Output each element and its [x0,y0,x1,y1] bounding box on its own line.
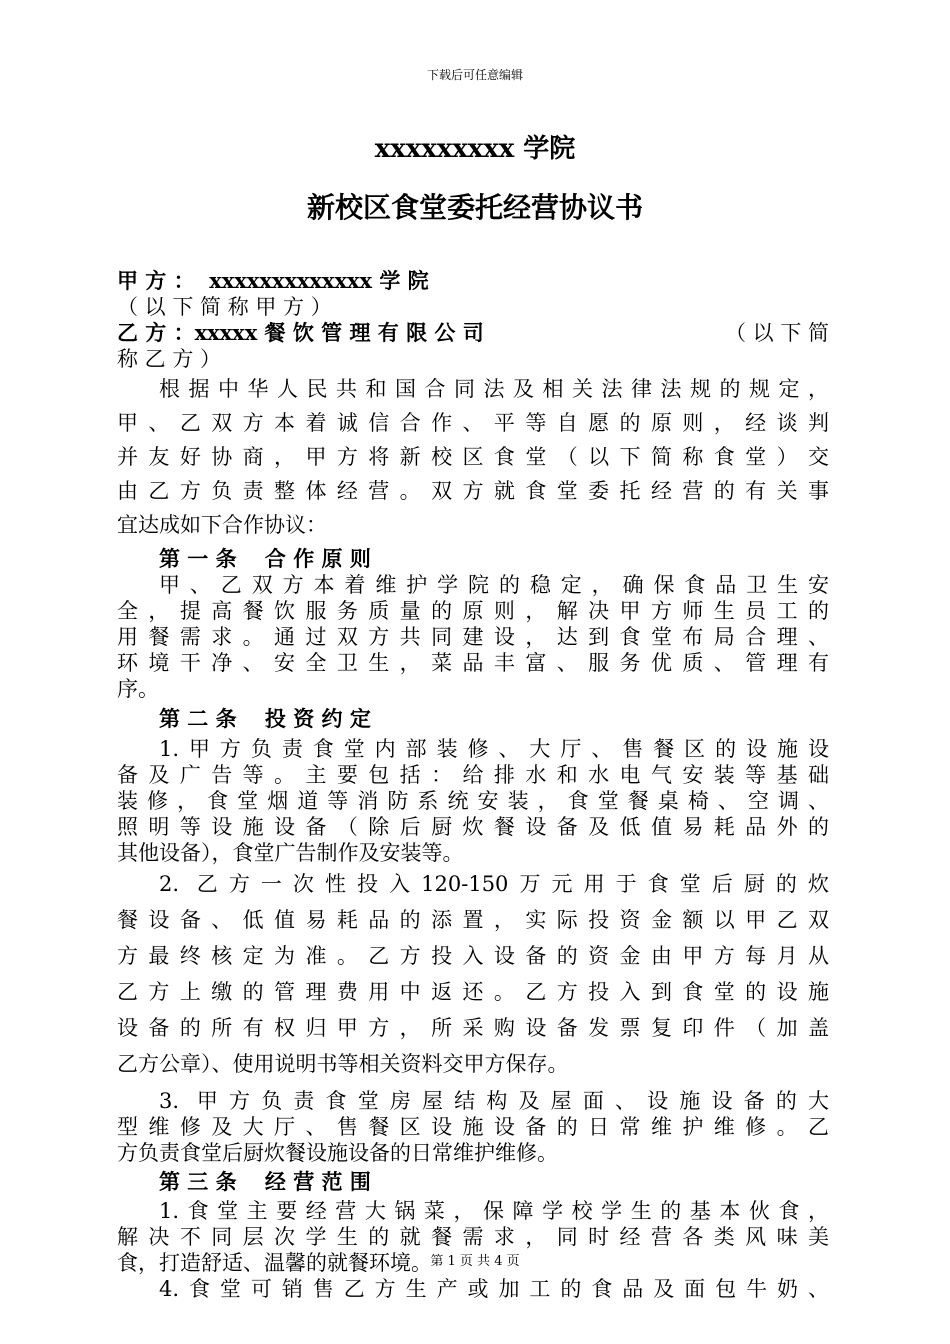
article-2-p2-line: 设备的所有权归甲方，所采购设备发票复印件（加盖 [117,1016,829,1040]
article-3-p2-line: 4.食堂可销售乙方生产或加工的食品及面包牛奶、 [159,1277,829,1301]
page-footer: 第 1 页 共 4 页 [430,1254,520,1269]
article-2-p3-line: 型维修及大厅、售餐区设施设备的日常维护维修。乙 [117,1115,829,1139]
party-b-name: xxxxx 餐 饮 管 理 有 限 公 司 [194,320,484,345]
party-a-name: xxxxxxxxxxxxx 学 院 [209,268,429,293]
article-2-p2-line: 乙方上缴的管理费用中返还。乙方投入到食堂的设施 [117,980,829,1004]
document-body [117,268,829,1302]
party-b-note-b: 称 乙 方 ） [117,347,222,371]
article-2-p2-line: 餐设备、低值易耗品的添置，实际投资金额以甲乙双 [117,908,829,932]
article-2-p2-line: 方最终核定为准。乙方投入设备的资金由甲方每月从 [117,944,829,968]
article-2-p1-line: 其他设备），食堂广告制作及安装等。 [117,841,464,865]
article-1-line: 序。 [117,677,159,701]
preamble-line: 并友好协商，甲方将新校区食堂（以下简称食堂）交 [117,445,829,469]
party-a-label: 甲 方 ： [117,268,195,293]
article-1-line: 全，提高餐饮服务质量的原则，解决甲方师生员工的 [117,599,829,623]
party-b-line [117,320,829,346]
article-2-p3-line: 方负责食堂后厨炊餐设施设备的日常维护维修。 [117,1141,558,1165]
article-2-p1-line: 装修，食堂烟道等消防系统安装，食堂餐桌椅、空调、 [117,789,829,813]
article-2-p2-line: 乙方公章）、使用说明书等相关资料交甲方保存。 [117,1052,569,1076]
article-2-p1-line: 备及广告等。主要包括：给排水和水电气安装等基础 [117,763,829,787]
preamble-line: 根据中华人民共和国合同法及相关法律法规的规定， [159,377,829,401]
document-title-institution: xxxxxxxxx 学院 [374,134,576,164]
document-title: 新校区食堂委托经营协议书 [306,191,643,224]
article-3-heading: 第 三 条 经 营 范 围 [159,1169,371,1194]
article-2-p3-line: 3. 甲方负责食堂房屋结构及屋面、设施设备的大 [159,1089,829,1113]
article-2-p1-line: 照明等设施设备（除后厨炊餐设备及低值易耗品外的 [117,815,829,839]
party-b-label: 乙 方 ： [117,320,195,345]
article-2-p2-line: 2. 乙方一次性投入120-150万元用于食堂后厨的炊 [159,872,829,896]
preamble-line: 甲、乙双方本着诚信合作、平等自愿的原则，经谈判 [117,411,829,435]
party-a-note: （ 以 下 简 称 甲 方 ） [117,295,332,319]
article-3-p1-line: 1.食堂主要经营大锅菜，保障学校学生的基本伙食， [159,1199,829,1223]
preamble-line: 宜达成如下合作协议： [117,513,327,537]
article-2-p1-line: 1.甲方负责食堂内部装修、大厅、售餐区的设施设 [159,737,829,761]
article-3-p1-line: 解决不同层次学生的就餐需求，同时经营各类风味美 [117,1225,829,1249]
article-1-line: 用餐需求。通过双方共同建设，达到食堂布局合理、 [117,625,829,649]
article-3-p1-line: 食，打造舒适、温馨的就餐环境。 [117,1251,432,1275]
article-2-heading: 第 二 条 投 资 约 定 [159,706,371,731]
party-a-line [117,268,829,294]
preamble-line: 由乙方负责整体经营。双方就食堂委托经营的有关事 [117,479,829,503]
article-1-line: 环境干净、安全卫生，菜品丰富、服务优质、管理有 [117,651,829,675]
party-b-note-a: （ 以 下 简 [724,321,829,345]
article-1-line: 甲、乙双方本着维护学院的稳定，确保食品卫生安 [159,573,829,597]
article-1-heading: 第 一 条 合 作 原 则 [159,546,371,571]
page-header: 下载后可任意编辑 [426,68,523,82]
